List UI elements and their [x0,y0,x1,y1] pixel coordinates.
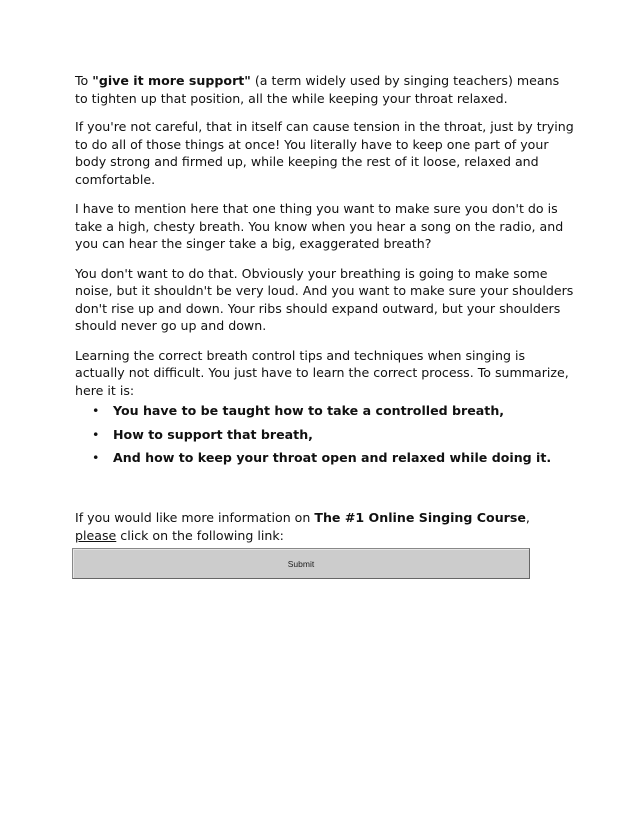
paragraph-chesty-breath: I have to mention here that one thing you want to make sure you don't do is take a high, chesty breath. You know when you hear a song on the radio, and you can hear the singer take a big, exaggerated breath? [75,201,564,251]
paragraph-breathing-noise: You don't want to do that. Obviously your breathing is going to make some noise, but it shouldn't be very loud. And you want to make sure your shoulders don't rise up and down. Your ribs should expand outward, but your shoulders should never go up and down. [75,265,574,333]
course-name: The #1 Online Singing Course [314,510,526,525]
paragraph-tension: If you're not careful, that in itself can cause tension in the throat, just by trying to do all of those things at once! You literally have to keep one part of your body strong and firmed up, while keeping the rest of it loose, relaxed and comfortable. [75,119,574,187]
submit-button-label: Submit [287,558,315,569]
support-term: "give it more support" [92,73,251,88]
list-item [75,426,575,444]
bullet-icon: • [92,426,100,442]
list-item [75,449,575,467]
paragraph-support [75,72,575,107]
submit-button[interactable] [72,548,530,579]
list-item-text: And how to keep your throat open and relaxed while doing it. [113,450,552,465]
cta-comma: , [525,510,530,525]
bullet-icon: • [92,403,100,418]
list-item-text: You have to be taught how to take a controlled breath, [113,403,505,418]
list-item [75,402,575,420]
cta-intro: If you would like more information on [75,510,315,525]
summary-list [75,402,575,467]
support-intro: To [75,73,93,88]
bullet-icon: • [92,450,100,465]
list-item-text: How to support that breath, [113,426,313,442]
support-explanation: (a term widely used by singing teachers) means to tighten up that position, all the while keeping your throat relaxed. [75,73,560,106]
cta-instruction: click on the following link: [116,527,284,543]
document-body [75,72,575,473]
more-info-text [75,509,575,544]
please-link[interactable]: please [75,527,117,543]
paragraph-summary-intro: Learning the correct breath control tips and techniques when singing is actually not difficult. You just have to learn the correct process. To summarize, here it is: [75,347,569,398]
